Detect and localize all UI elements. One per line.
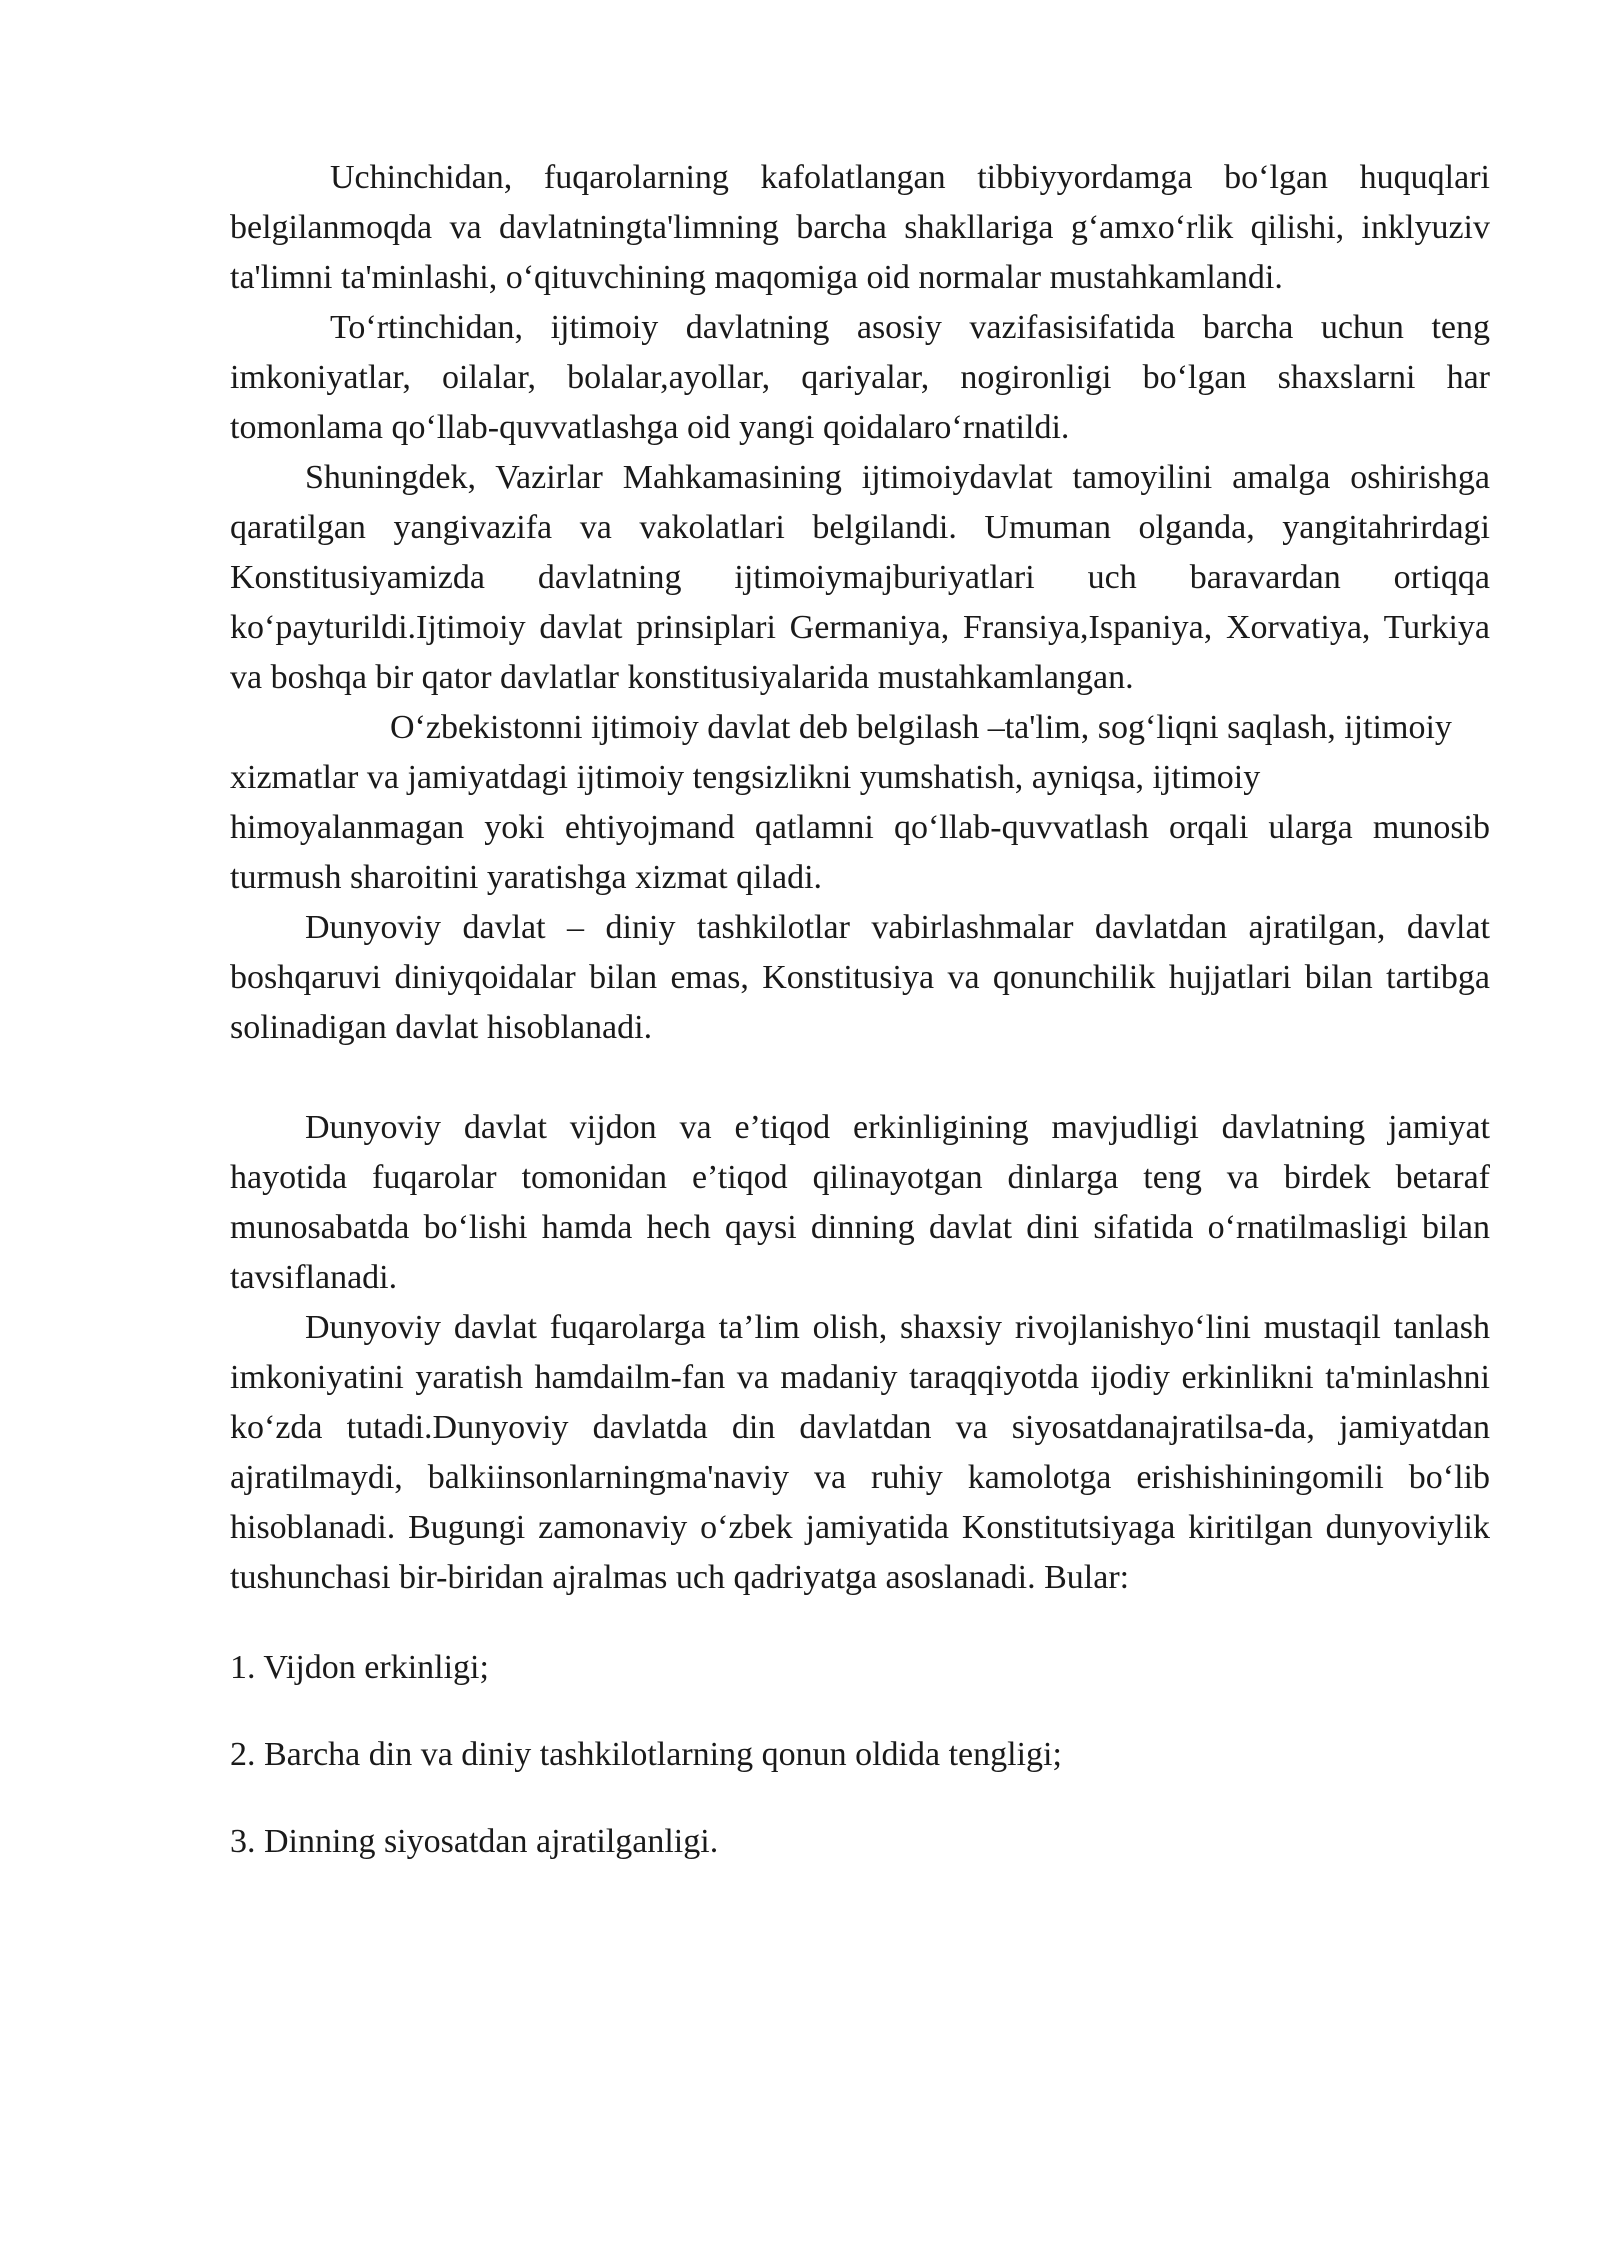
paragraph-dunyoviy-talim: Dunyoviy davlat fuqarolarga ta’lim olish, shaxsiy rivojlanishyo‘lini mustaqil tanlash imkoniyatini yaratish hamdailm-fan va madaniy taraqqiyotda ijodiy erkinlikni ta'minlashni ko‘zda tutadi.Dunyoviy davlatda din davlatdan va siyosatdanajratilsa-da, jamiyatdan ajratilmaydi, balkiinsonlarningma'naviy va ruhiy kamolotga erishishiningomili bo‘lib hisoblanadi. Bugungi zamonaviy o‘zbek jamiyatida Konstitutsiyaga kiritilgan dunyoviylik tushunchasi bir-biridan ajralmas uch qadriyatga asoslanadi. Bular: bbox=[230, 1309, 1490, 1596]
list-item: 1. Vijdon erkinligi; bbox=[230, 1649, 489, 1686]
list-item: 2. Barcha din va diniy tashkilotlarning qonun oldida tengligi; bbox=[230, 1736, 1062, 1773]
paragraph-himoyalanmagan: himoyalanmagan yoki ehtiyojmand qatlamni qo‘llab-quvvatlash orqali ularga munosib turmush sharoitini yaratishga xizmat qiladi. bbox=[230, 809, 1490, 896]
values-list bbox=[230, 1643, 1490, 1867]
paragraph-shuningdek: Shuningdek, Vazirlar Mahkamasining ijtimoiydavlat tamoyilini amalga oshirishga qaratilgan yangivazifa va vakolatlari belgilandi. Umuman olganda, yangitahrirdagi Konstitusiyamizda davlatning ijtimoiymajburiyatlari uch baravardan ortiqqa ko‘payturildi.Ijtimoiy davlat prinsiplari Germaniya, Fransiya,Ispaniya, Xorvatiya, Turkiya va boshqa bir qator davlatlar konstitusiyalarida mustahkamlangan. bbox=[230, 459, 1490, 696]
paragraph-tortinchidan: To‘rtinchidan, ijtimoiy davlatning asosiy vazifasisifatida barcha uchun teng imkoniyatlar, oilalar, bolalar,ayollar, qariyalar, nogironligi bo‘lgan shaxslarni har tomonlama qo‘llab-quvvatlashga oid yangi qoidalaro‘rnatildi. bbox=[230, 309, 1490, 446]
paragraph-dunyoviy-vijdon: Dunyoviy davlat vijdon va e’tiqod erkinligining mavjudligi davlatning jamiyat hayotida fuqarolar tomonidan e’tiqod qilinayotgan dinlarga teng va birdek betaraf munosabatda bo‘lishi hamda hech qaysi dinning davlat dini sifatida o‘rnatilmasligi bilan tavsiflanadi. bbox=[230, 1109, 1490, 1296]
paragraph-dunyoviy-davlat-definition: Dunyoviy davlat – diniy tashkilotlar vabirlashmalar davlatdan ajratilgan, davlat boshqaruvi diniyqoidalar bilan emas, Konstitusiya va qonunchilik hujjatlari bilan tartibga solinadigan davlat hisoblanadi. bbox=[230, 909, 1490, 1046]
paragraph-ozbekistonni: O‘zbekistonni ijtimoiy davlat deb belgilash –ta'lim, sog‘liqni saqlash, ijtimoiy xizmatlar va jamiyatdagi ijtimoiy tengsizlikni yumshatish, ayniqsa, ijtimoiy bbox=[230, 709, 1452, 796]
list-item: 3. Dinning siyosatdan ajratilganligi. bbox=[230, 1823, 719, 1860]
paragraph-uchinchidan: Uchinchidan, fuqarolarning kafolatlangan tibbiyyordamga bo‘lgan huquqlari belgilanmoqda va davlatningta'limning barcha shakllariga g‘amxo‘rlik qilishi, inklyuziv ta'limni ta'minlashi, o‘qituvchining maqomiga oid normalar mustahkamlandi. bbox=[230, 159, 1490, 296]
document-body bbox=[230, 153, 1490, 1867]
